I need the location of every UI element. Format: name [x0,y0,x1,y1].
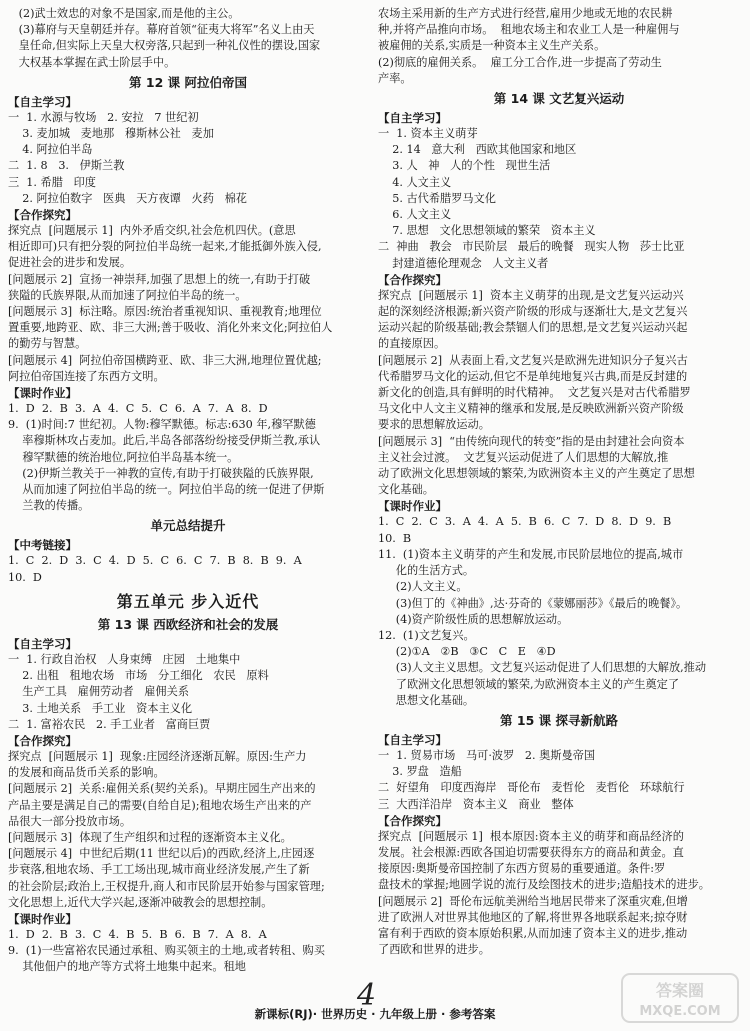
answer-line: 10. D [8,570,42,584]
answer-line: 其他佃户的地产等方式将土地集中起来。租地 [8,960,246,974]
answer-line: 11. (1)资本主义萌芽的产生和发展,市民阶层地位的提高,城市 [378,547,684,561]
answer-line: [问题展示 3] 体现了生产组织和过程的逐渐资本主义化。 [8,830,292,844]
answer-line: 马文化中人文主义精神的继承和发展,是反映欧洲新兴资产阶级 [378,402,684,416]
answer-line: [问题展示 3] “由传统向现代的转变”指的是由封建社会向资本 [378,434,685,448]
lesson-heading: 第 12 课 阿拉伯帝国 [129,74,247,90]
answer-line: 穆罕默德的统治地位,阿拉伯半岛基本统一。 [8,450,239,464]
answer-line: (3)但丁的《神曲》,达·芬奇的《蒙娜丽莎》《最后的晚餐》。 [378,596,688,610]
answer-line: 10. B [378,531,412,545]
answer-line: 探究点 [问题展示 1] 资本主义萌芽的出现,是文艺复兴运动兴 [378,288,684,302]
answer-line: 了西欧和世界的进步。 [378,943,490,957]
answer-line: [问题展示 2] 哥伦布远航美洲给当地居民带来了深重灾难,但增 [378,894,688,908]
answer-line: 三 大西洋沿岸 资本主义 商业 整体 [378,797,574,811]
answer-line: 探究点 [问题展示 1] 内外矛盾交织,社会危机四伏。(意思 [8,224,296,238]
answer-line: [问题展示 4] 阿拉伯帝国横跨亚、欧、非三大洲,地理位置优越; [8,353,322,367]
section-heading: 【合作探究】 [378,272,447,287]
section-heading: 【课时作业】 [8,386,77,401]
answer-line: 盘技术的掌握;地圆学说的流行及绘图技术的进步;造船技术的进步。 [378,878,710,892]
answer-line: 动了欧洲文化思想领域的繁荣,为欧洲资本主义的产生奠定了思想 [378,467,695,481]
answer-line: 3. 罗盘 造船 [378,765,462,779]
svg-text:答案圈: 答案圈 [655,981,705,1000]
answer-line: 相近即可)只有把分裂的阿拉伯半岛统一起来,才能抵御外族入侵, [8,240,322,254]
section-heading: 【中考链接】 [8,538,77,553]
answer-line: 6. 人文主义 [378,208,452,222]
answer-line: 7. 思想 文化思想领域的繁荣 资本主义 [378,224,596,238]
answer-line: 二 1. 8 3. 伊斯兰教 [8,159,125,173]
answer-line: (2)人文主义。 [378,580,468,594]
section-heading: 【课时作业】 [378,499,447,514]
answer-line: 文化基础。 [378,483,434,497]
answer-line: 促进社会的进步和发展。 [8,256,132,270]
answer-line: 思想文化基础。 [378,693,475,707]
answer-line: 9. (1)一些富裕农民通过承租、购买领主的土地,或者转租、购买 [8,944,325,958]
answer-line: 大权基本掌握在武士阶层手中。 [8,55,176,69]
answer-line: 文化思想上,近代大学兴起,逐渐冲破教会的思想控制。 [8,895,273,909]
answer-line: 5. 古代希腊罗马文化 [378,191,496,205]
lesson-heading: 第 14 课 文艺复兴运动 [493,91,625,107]
answer-line: 一 1. 贸易市场 马可·波罗 2. 奥斯曼帝国 [378,748,596,762]
answer-line: 主义社会过渡。 文艺复兴运动促进了人们思想的大解放,推 [378,450,669,464]
answer-line: 兰教的传播。 [8,499,90,513]
answer-line: (2)武士效忠的对象不是国家,而是他的主公。 [8,7,240,20]
answer-line: 2. 阿拉伯数字 医典 天方夜谭 火药 棉花 [8,191,247,205]
answer-line: 探究点 [问题展示 1] 现象:庄园经济逐渐瓦解。原因:生产力 [8,749,307,763]
answer-line: 3. 土地关系 手工业 资本主义化 [8,701,193,715]
answer-line: 品很大一部分投放市场。 [8,814,132,828]
svg-text:MXQE.COM: MXQE.COM [639,1004,721,1019]
section-heading: 【合作探究】 [8,733,77,748]
answer-line: 了欧洲文化思想领域的繁荣,为欧洲资本主义的产生奠定了 [378,677,680,691]
section-heading: 【自主学习】 [8,636,77,651]
answer-line: 探究点 [问题展示 1] 根本原因:资本主义的萌芽和商品经济的 [378,829,684,843]
answer-line: [问题展示 2] 关系:雇佣关系(契约关系)。早期庄园生产出来的 [8,782,316,796]
page-number: 4 [357,978,377,1013]
answer-line: 率穆斯林攻占麦加。此后,半岛各部落纷纷接受伊斯兰教,承认 [8,434,321,448]
section-heading: 【自主学习】 [378,732,447,747]
answer-line: 12. (1)文艺复兴。 [378,628,475,642]
answer-line: [问题展示 2] 宣扬一神崇拜,加强了思想上的统一,有助于打破 [8,272,311,286]
answer-line: 3. 麦加城 麦地那 穆斯林公社 麦加 [8,127,214,141]
answer-line: 2. 出租 租地农场 市场 分工细化 农民 原料 [8,669,269,683]
lesson-heading: 单元总结提升 [150,518,226,534]
left-column [8,6,368,976]
section-heading: 【课时作业】 [8,911,77,926]
section-heading: 【自主学习】 [378,111,447,126]
answer-line: 步衰落,租地农场、手工工场出现,城市商业经济发展,产生了新 [8,863,310,877]
page-footer: 新课标(RJ)· 世界历史 · 九年级上册 · 参考答案 [254,1007,496,1021]
section-heading: 【自主学习】 [8,94,77,109]
answer-line: 9. (1)时间:7 世纪初。人物:穆罕默德。标志:630 年,穆罕默德 [8,418,316,432]
answer-line: (2)彻底的雇佣关系。 雇工分工合作,进一步提高了劳动生 [378,55,662,69]
answer-line: 化的生活方式。 [378,564,475,578]
answer-line: 的勤劳与智慧。 [8,337,87,351]
answer-line: (3)幕府与天皇朝廷并存。幕府首领“征夷大将军”名义上由天 [8,23,315,37]
answer-line: 二 1. 富裕农民 2. 手工业者 富商巨贾 [8,717,211,731]
answer-line: [问题展示 3] 标注略。原因:统治者重视知识、重视教育;地理位 [8,305,322,319]
answer-line: 1. C 2. C 3. A 4. A 5. B 6. C 7. D 8. D 9. B [378,515,672,529]
answer-line: 被雇佣的关系,实质是一种资本主义生产关系。 [378,39,606,53]
answer-line: 农场主采用新的生产方式进行经营,雇用少地或无地的农民耕 [378,7,673,20]
answer-line: 一 1. 水源与牧场 2. 安拉 7 世纪初 [8,110,199,124]
answer-line: [问题展示 2] 从表面上看,文艺复兴是欧洲先进知识分子复兴古 [378,353,688,367]
lesson-heading: 第 13 课 西欧经济和社会的发展 [97,616,279,632]
answer-line: 阿拉伯帝国连接了东西方文明。 [8,369,165,383]
section-heading: 【合作探究】 [8,208,77,223]
answer-line: 封建道德伦理观念 人文主义者 [378,256,549,270]
answer-line: 一 1. 资本主义萌芽 [378,127,478,141]
answer-line: 接原因:奥斯曼帝国控制了东西方贸易的重要通道。条件:罗 [378,862,666,876]
answer-line: 新文化的创造,具有鲜明的时代精神。 文艺复兴是对古代希腊罗 [378,386,691,400]
answer-line: 置重要,地跨亚、欧、非三大洲;善于吸收、消化外来文化;阿拉伯人 [8,321,333,335]
answer-line: 4. 人文主义 [378,175,452,189]
answer-line: 皇任命,但实际上天皇大权旁落,只起到一种礼仪性的摆设,国家 [8,39,321,53]
answer-line: 二 好望角 印度西海岸 哥伦布 麦哲伦 麦哲伦 环球航行 [378,781,685,795]
answer-line: 的直接原因。 [378,337,446,351]
answer-line: 1. C 2. D 3. C 4. D 5. C 6. C 7. B 8. B 9. A [8,554,302,568]
answer-line: 狭隘的氏族界限,从而加速了阿拉伯半岛的统一。 [8,288,247,302]
answer-line: 种,并将产品推向市场。 租地农场主和农业工人是一种雇佣与 [378,23,680,37]
section-heading: 【合作探究】 [378,813,447,828]
answer-line: 起的深刻经济根源;新兴资产阶级的形成与逐渐壮大,是文艺复兴 [378,305,688,319]
answer-line: 1. D 2. B 3. C 4. B 5. B 6. B 7. A 8. A [8,927,267,941]
answer-line: 三 1. 希腊 印度 [8,175,96,189]
answer-line: (2)①A ②B ③C C E ④D [378,645,556,659]
answer-line: (3)人文主义思想。文艺复兴运动促进了人们思想的大解放,推动 [378,661,707,675]
lesson-heading: 第 15 课 探寻新航路 [500,712,618,728]
answer-line: 1. D 2. B 3. A 4. C 5. C 6. A 7. A 8. D [8,402,268,416]
answer-line: 4. 阿拉伯半岛 [8,143,93,157]
answer-line: 产率。 [378,71,412,85]
answer-line: 产品主要是满足自己的需要(自给自足);租地农场生产出来的产 [8,798,312,812]
right-column [378,6,740,958]
answer-line: 二 神曲 教会 市民阶层 最后的晚餐 现实人物 莎士比亚 [378,240,685,254]
answer-line: 生产工具 雇佣劳动者 雇佣关系 [8,685,190,699]
answer-line: 进了欧洲人对世界其他地区的了解,将世界各地联系起来;掠夺财 [378,910,688,924]
answer-line: 代希腊罗马文化的运动,但它不是单纯地复兴古典,而是反封建的 [378,369,688,383]
unit-heading: 第五单元 步入近代 [116,591,260,611]
answer-line: 富有利于西欧的资本原始积累,从而加速了资本主义的进步,推动 [378,926,688,940]
watermark-logo-icon [620,970,740,1026]
answer-line: (2)伊斯兰教关于一神教的宣传,有助于打破狭隘的氏族界限, [8,466,314,480]
answer-line: 一 1. 行政自治权 人身束缚 庄园 土地集中 [8,652,241,666]
answer-line: 从而加速了阿拉伯半岛的统一。阿拉伯半岛的统一促进了伊斯 [8,483,325,497]
answer-line: 3. 人 神 人的个性 现世生活 [378,159,551,173]
answer-line: 要求的思想解放运动。 [378,418,490,432]
answer-line: 的发展和商品货币关系的影响。 [8,766,165,780]
answer-line: 2. 14 意大利 西欧其他国家和地区 [378,143,577,157]
answer-line: 发展。社会根源:西欧各国迫切需要获得东方的商品和黄金。直 [378,845,684,859]
answer-line: [问题展示 4] 中世纪后期(11 世纪以后)的西欧,经济上,庄园逐 [8,847,315,861]
answer-line: (4)资产阶级性质的思想解放运动。 [378,612,569,626]
answer-line: 的社会阶层;政治上,王权提升,商人和市民阶层开始参与国家管理; [8,879,325,893]
answer-line: 运动兴起的阶级基础;教会禁锢人们的思想,是文艺复兴运动兴起 [378,321,688,335]
